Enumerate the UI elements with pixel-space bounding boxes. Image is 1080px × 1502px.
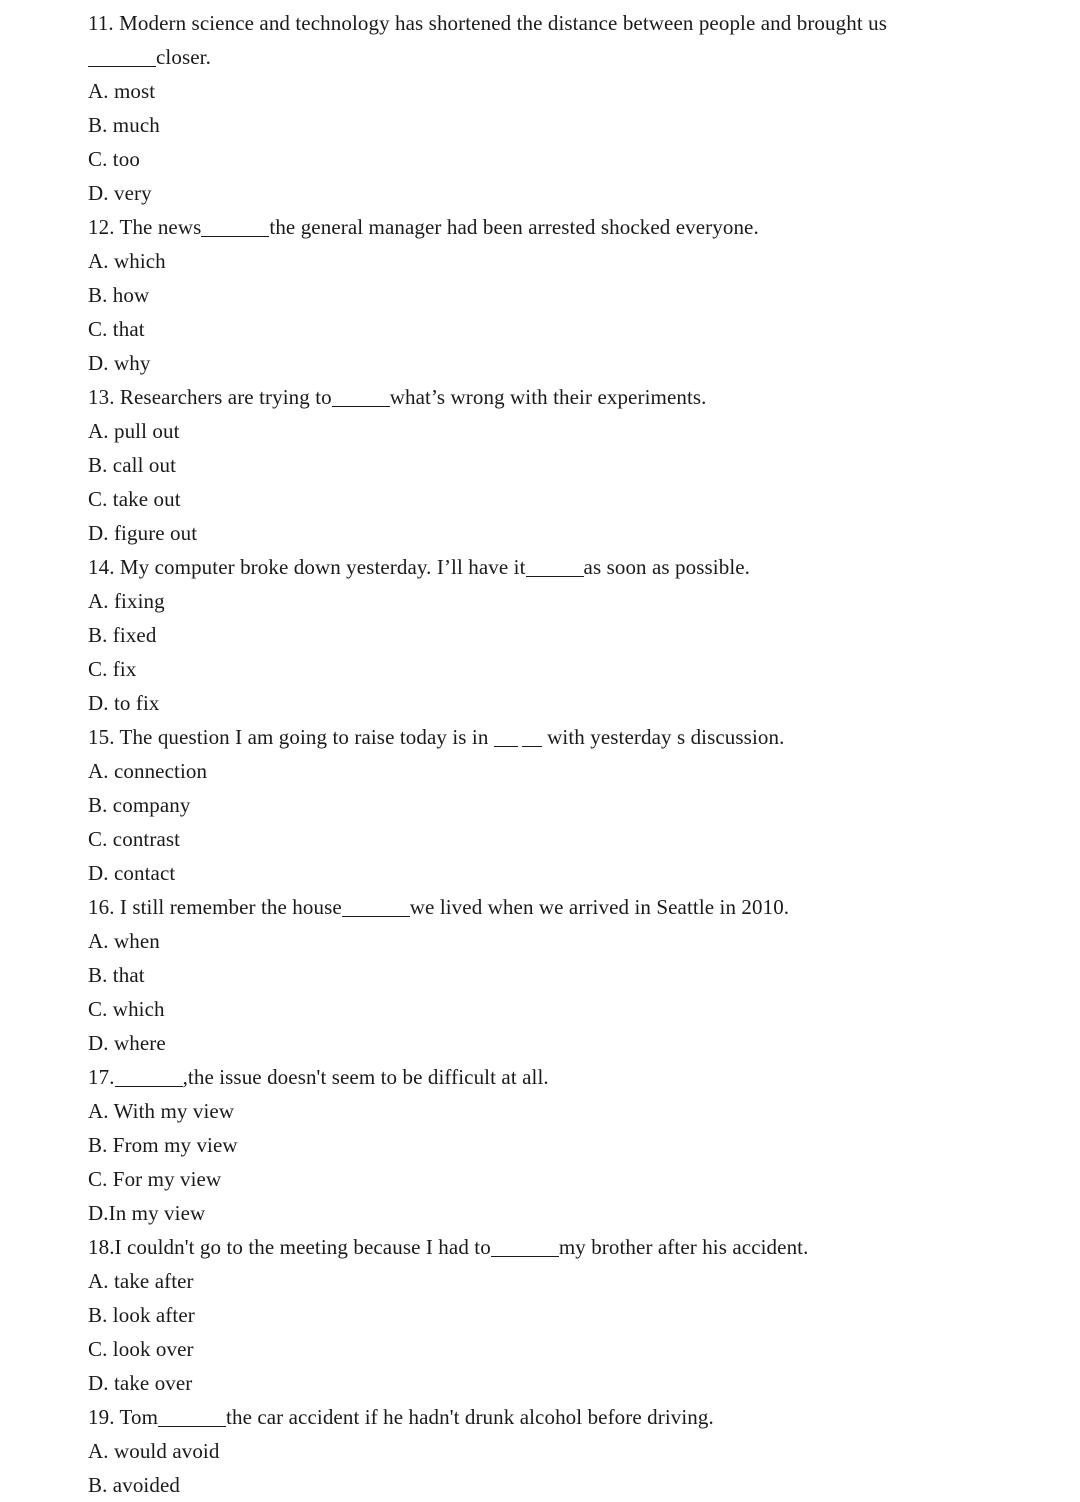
answer-blank [158, 1406, 226, 1427]
answer-blank [522, 726, 542, 747]
option-c: C. which [88, 997, 165, 1021]
question-12-text-after: the general manager had been arrested shocked everyone. [269, 215, 759, 239]
question-16-text-before: 16. I still remember the house [88, 895, 342, 919]
answer-blank [88, 46, 156, 67]
option-c: C. contrast [88, 827, 181, 851]
question-13-stem [88, 380, 1068, 414]
answer-blank [332, 386, 390, 407]
question-19-text-after: the car accident if he hadn't drunk alcohol before driving. [226, 1405, 714, 1429]
question-18-text-after: my brother after his accident. [558, 1235, 809, 1259]
question-11-stem-continued [88, 40, 1068, 74]
question-15-text-before: 15. The question I am going to raise today is in [88, 725, 489, 749]
question-19-text-before: 19. Tom [88, 1405, 159, 1429]
question-13-text-after: what’s wrong with their experiments. [389, 385, 707, 409]
option-d: D.In my view [88, 1201, 206, 1225]
option-c: C. look over [88, 1337, 194, 1361]
option-a: A. With my view [88, 1099, 235, 1123]
answer-blank [526, 556, 584, 577]
option-d: D. why [88, 351, 151, 375]
option-d: D. very [88, 181, 152, 205]
option-c: C. too [88, 147, 140, 171]
option-a: A. would avoid [88, 1439, 220, 1463]
question-14-stem [88, 550, 1068, 584]
exam-page [88, 6, 1068, 1502]
question-15-text-after: with yesterday s discussion. [547, 725, 785, 749]
option-a: A. which [88, 249, 166, 273]
option-d: D. where [88, 1031, 166, 1055]
answer-blank [342, 896, 410, 917]
option-b: B. much [88, 113, 160, 137]
option-d: D. figure out [88, 521, 198, 545]
option-c: C. fix [88, 657, 137, 681]
question-19-stem [88, 1400, 1068, 1434]
option-b: B. company [88, 793, 191, 817]
answer-blank [494, 726, 518, 747]
option-d: D. take over [88, 1371, 193, 1395]
question-16-stem [88, 890, 1068, 924]
question-17-stem [88, 1060, 1068, 1094]
question-11-stem [88, 6, 1068, 40]
option-d: D. contact [88, 861, 176, 885]
option-b: B. fixed [88, 623, 157, 647]
answer-blank [115, 1066, 183, 1087]
option-b: B. avoided [88, 1473, 180, 1497]
option-a: A. pull out [88, 419, 180, 443]
option-c: C. For my view [88, 1167, 222, 1191]
question-12-text-before: 12. The news [88, 215, 202, 239]
question-16-text-after: we lived when we arrived in Seattle in 2010. [409, 895, 790, 919]
option-a: A. most [88, 79, 156, 103]
question-18-stem [88, 1230, 1068, 1264]
option-b: B. how [88, 283, 150, 307]
option-a: A. connection [88, 759, 208, 783]
question-11-text: 11. Modern science and technology has shortened the distance between people and brought us [88, 11, 887, 35]
option-d: D. to fix [88, 691, 160, 715]
question-14-text-after: as soon as possible. [583, 555, 751, 579]
option-c: C. take out [88, 487, 181, 511]
question-12-stem [88, 210, 1068, 244]
question-15-stem [88, 720, 1068, 754]
question-17-text-after: ,the issue doesn't seem to be difficult at all. [182, 1065, 549, 1089]
option-a: A. take after [88, 1269, 194, 1293]
option-c: C. that [88, 317, 145, 341]
answer-blank [491, 1236, 559, 1257]
question-17-text-before: 17. [88, 1065, 115, 1089]
answer-blank [201, 216, 269, 237]
option-b: B. look after [88, 1303, 195, 1327]
option-a: A. fixing [88, 589, 165, 613]
option-b: B. call out [88, 453, 177, 477]
question-18-text-before: 18.I couldn't go to the meeting because I had to [88, 1235, 491, 1259]
option-b: B. that [88, 963, 145, 987]
option-a: A. when [88, 929, 160, 953]
option-b: B. From my view [88, 1133, 238, 1157]
question-11-text-end: closer. [156, 45, 211, 69]
question-14-text-before: 14. My computer broke down yesterday. I’ll have it [88, 555, 526, 579]
question-13-text-before: 13. Researchers are trying to [88, 385, 332, 409]
